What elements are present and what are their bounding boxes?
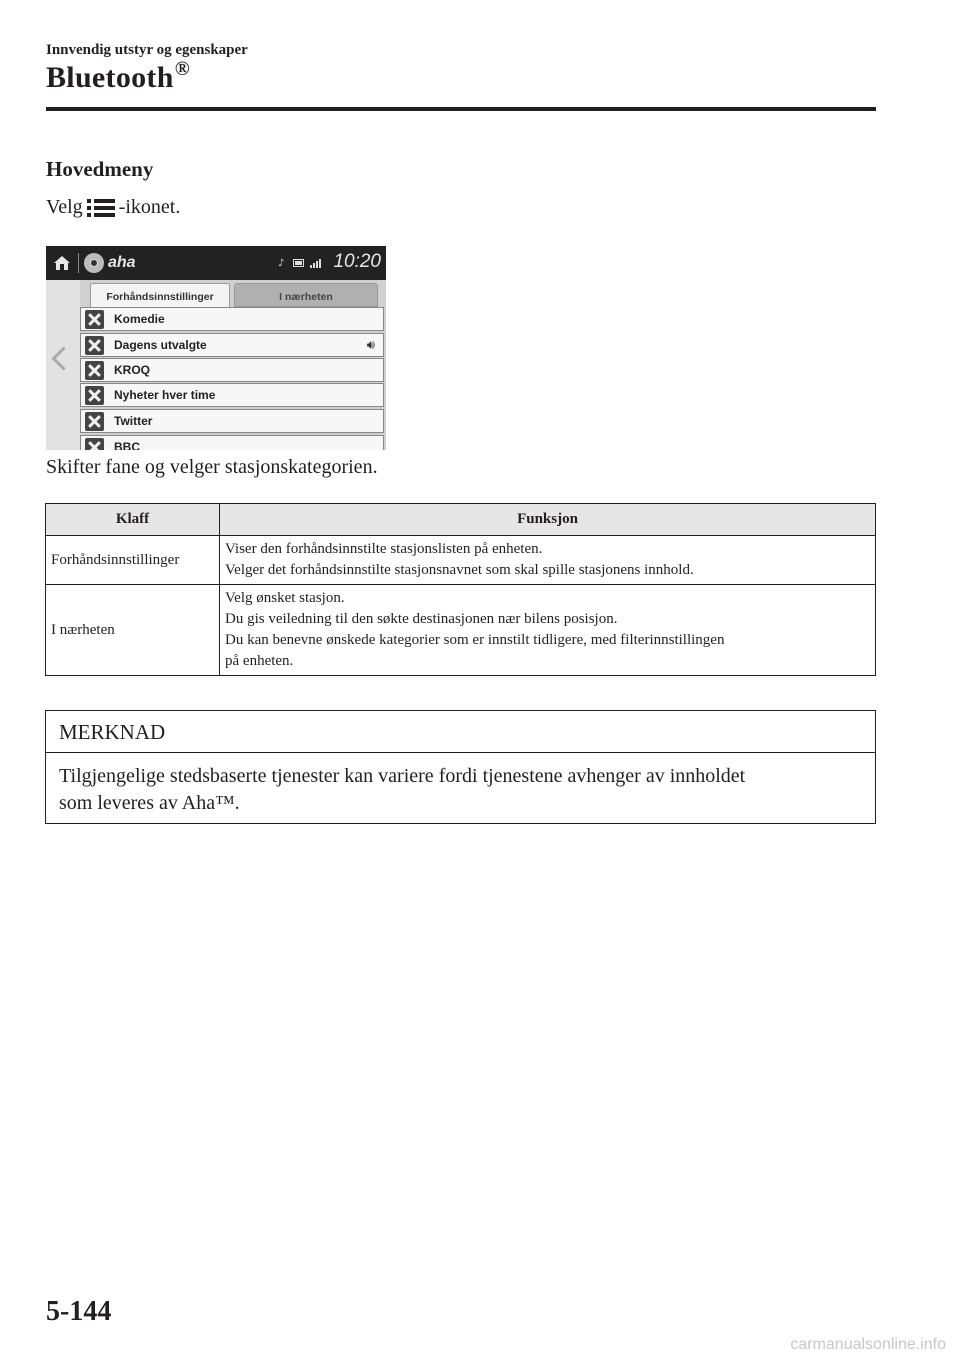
station-row[interactable] bbox=[80, 383, 384, 407]
station-label: Twitter bbox=[114, 414, 153, 428]
tab-presets[interactable]: Forhåndsinnstillinger bbox=[90, 283, 230, 308]
note-title: MERKNAD bbox=[59, 720, 166, 744]
chapter-title-text: Bluetooth bbox=[46, 61, 174, 94]
station-icon bbox=[85, 412, 104, 431]
function-line: på enheten. bbox=[225, 653, 294, 669]
screen-caption: Skifter fane og velger stasjonskategorien. bbox=[46, 456, 378, 478]
station-row[interactable] bbox=[80, 307, 384, 331]
function-line: Viser den forhåndsinnstilte stasjonslisten på enheten. bbox=[225, 541, 543, 557]
cell-tab: I nærheten bbox=[46, 585, 220, 676]
note-header bbox=[46, 711, 875, 753]
station-icon bbox=[85, 310, 104, 329]
station-icon bbox=[85, 336, 104, 355]
station-label: Nyheter hver time bbox=[114, 388, 216, 402]
chapter-title bbox=[46, 58, 190, 95]
column-header-function: Funksjon bbox=[220, 504, 876, 536]
screen-top-bar bbox=[46, 246, 386, 280]
cell-function bbox=[220, 585, 876, 676]
station-panel bbox=[80, 280, 386, 450]
function-line: Du gis veiledning til den søkte destinasjonen nær bilens posisjon. bbox=[225, 611, 618, 627]
home-icon[interactable] bbox=[53, 255, 71, 271]
header-rule bbox=[46, 107, 876, 111]
music-note-icon: ♪ bbox=[278, 258, 285, 269]
app-name: aha bbox=[108, 254, 136, 271]
top-bar-divider bbox=[78, 253, 79, 273]
battery-icon bbox=[293, 259, 305, 267]
instruction-after: -ikonet. bbox=[118, 196, 181, 218]
column-header-tab: Klaff bbox=[46, 504, 220, 536]
infotainment-screen bbox=[46, 246, 386, 450]
function-line: Velger det forhåndsinnstilte stasjonsnavnet som skal spille stasjonens innhold. bbox=[225, 562, 694, 578]
watermark: carmanualsonline.info bbox=[790, 1336, 946, 1353]
function-table bbox=[45, 503, 876, 676]
section-heading: Hovedmeny bbox=[46, 157, 154, 181]
clock: 10:20 bbox=[333, 251, 381, 272]
station-row[interactable] bbox=[80, 435, 384, 450]
note-line: som leveres av Aha™. bbox=[59, 792, 240, 814]
station-icon bbox=[85, 361, 104, 380]
note-box bbox=[45, 710, 876, 824]
section-label: Innvendig utstyr og egenskaper bbox=[46, 42, 248, 58]
page-number: 5-144 bbox=[46, 1296, 112, 1327]
table-row bbox=[46, 585, 876, 676]
station-icon bbox=[85, 386, 104, 405]
station-label: Dagens utvalgte bbox=[114, 338, 207, 352]
station-icon bbox=[85, 438, 104, 450]
station-row[interactable] bbox=[80, 409, 384, 433]
table-row bbox=[46, 536, 876, 585]
station-row[interactable] bbox=[80, 333, 384, 357]
tab-nearby[interactable]: I nærheten bbox=[234, 283, 378, 307]
list-menu-icon bbox=[87, 197, 115, 219]
registered-mark: ® bbox=[174, 58, 190, 80]
function-line: Velg ønsket stasjon. bbox=[225, 590, 345, 606]
station-label: KROQ bbox=[114, 363, 150, 377]
signal-bars-icon bbox=[310, 259, 324, 268]
speaker-playing-icon: 🔊︎ bbox=[366, 338, 375, 353]
station-label: BBC bbox=[114, 440, 140, 450]
back-panel[interactable] bbox=[46, 280, 80, 450]
station-row[interactable] bbox=[80, 358, 384, 382]
back-arrow-icon[interactable] bbox=[51, 346, 75, 370]
table-header-row bbox=[46, 504, 876, 536]
note-line: Tilgjengelige stedsbaserte tjenester kan variere fordi tjenestene avhenger av innholdet bbox=[59, 765, 746, 787]
note-body bbox=[59, 763, 859, 817]
aha-logo-icon bbox=[84, 253, 104, 273]
function-line: Du kan benevne ønskede kategorier som er innstilt tidligere, med filterinnstillingen bbox=[225, 632, 725, 648]
cell-tab: Forhåndsinnstillinger bbox=[46, 536, 220, 585]
instruction-before: Velg bbox=[46, 196, 83, 218]
instruction bbox=[46, 196, 180, 219]
cell-function bbox=[220, 536, 876, 585]
station-label: Komedie bbox=[114, 312, 165, 326]
